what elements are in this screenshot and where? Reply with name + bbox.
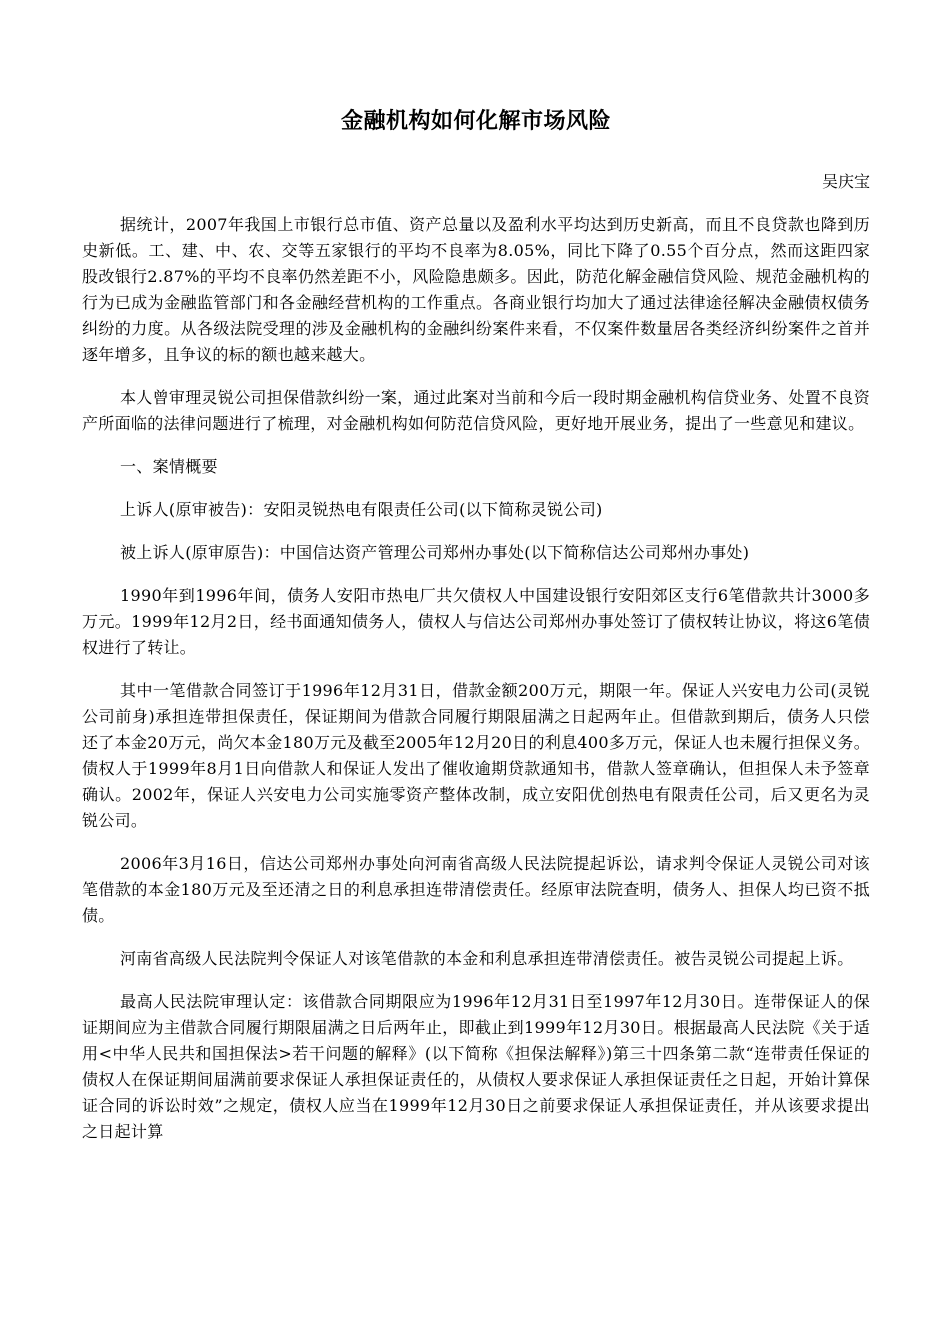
paragraph-first-instance: 河南省高级人民法院判令保证人对该笔借款的本金和利息承担连带清偿责任。被告灵锐公司提起上诉。 — [120, 949, 854, 968]
section-heading-case-summary: 一、案情概要 — [120, 457, 218, 476]
paragraph-appellant: 上诉人(原审被告)：安阳灵锐热电有限责任公司(以下简称灵锐公司) — [120, 500, 603, 519]
document-page — [82, 106, 870, 1162]
document-title: 金融机构如何化解市场风险 — [340, 109, 611, 134]
paragraph-lawsuit: 2006年3月16日，信达公司郑州办事处向河南省高级人民法院提起诉讼，请求判令保证人灵锐公司对该笔借款的本金180万元及至还清之日的利息承担连带清偿责任。经原审法院查明，债务人、担保人均已资不抵债。 — [82, 854, 870, 925]
paragraph-case-purpose: 本人曾审理灵锐公司担保借款纠纷一案，通过此案对当前和今后一段时期金融机构信贷业务、处置不良资产所面临的法律问题进行了梳理，对金融机构如何防范信贷风险，更好地开展业务，提出了一些意见和建议。 — [82, 388, 870, 433]
paragraph-loan-contract: 其中一笔借款合同签订于1996年12月31日，借款金额200万元，期限一年。保证人兴安电力公司(灵锐公司前身)承担连带担保责任，保证期间为借款合同履行期限届满之日起两年止。但借款到期后，债务人只偿还了本金20万元，尚欠本金180万元及截至2005年12月20日的利息400多万元，保证人也未履行担保义务。债权人于1999年8月1日向借款人和保证人发出了催收逾期贷款通知书，借款人签章确认，但担保人未予签章确认。2002年，保证人兴安电力公司实施零资产整体改制，成立安阳优创热电有限责任公司，后又更名为灵锐公司。 — [82, 681, 870, 830]
paragraph-intro-statistics: 据统计，2007年我国上市银行总市值、资产总量以及盈利水平均达到历史新高，而且不良贷款也降到历史新低。工、建、中、农、交等五家银行的平均不良率为8.05%，同比下降了0.55个百分点，然而这距四家股改银行2.87%的平均不良率仍然差距不小，风险隐患颇多。因此，防范化解金融信贷风险、规范金融机构的行为已成为金融监管部门和各金融经营机构的工作重点。各商业银行均加大了通过法律途径解决金融债权债务纠纷的力度。从各级法院受理的涉及金融机构的金融纠纷案件来看，不仅案件数量居各类经济纠纷案件之首并逐年增多，且争议的标的额也越来越大。 — [82, 215, 870, 364]
paragraph-supreme-court: 最高人民法院审理认定：该借款合同期限应为1996年12月31日至1997年12月30日。连带保证人的保证期间应为主借款合同履行期限届满之日后两年止，即截止到1999年12月30日。根据最高人民法院《关于适用<中华人民共和国担保法>若干问题的解释》(以下简称《担保法解释》)第三十四条第二款“连带责任保证的债权人在保证期间届满前要求保证人承担保证责任的，从债权人要求保证人承担保证责任之日起，开始计算保证合同的诉讼时效”之规定，债权人应当在1999年12月30日之前要求保证人承担保证责任，并从该要求提出之日起计算 — [82, 992, 870, 1141]
author-name: 吴庆宝 — [821, 172, 870, 191]
paragraph-appellee: 被上诉人(原审原告)：中国信达资产管理公司郑州办事处(以下简称信达公司郑州办事处) — [120, 543, 750, 562]
paragraph-debt-background: 1990年到1996年间，债务人安阳市热电厂共欠债权人中国建设银行安阳郊区支行6笔借款共计3000多万元。1999年12月2日，经书面通知债务人，债权人与信达公司郑州办事处签订了债权转让协议，将这6笔债权进行了转让。 — [82, 586, 870, 657]
